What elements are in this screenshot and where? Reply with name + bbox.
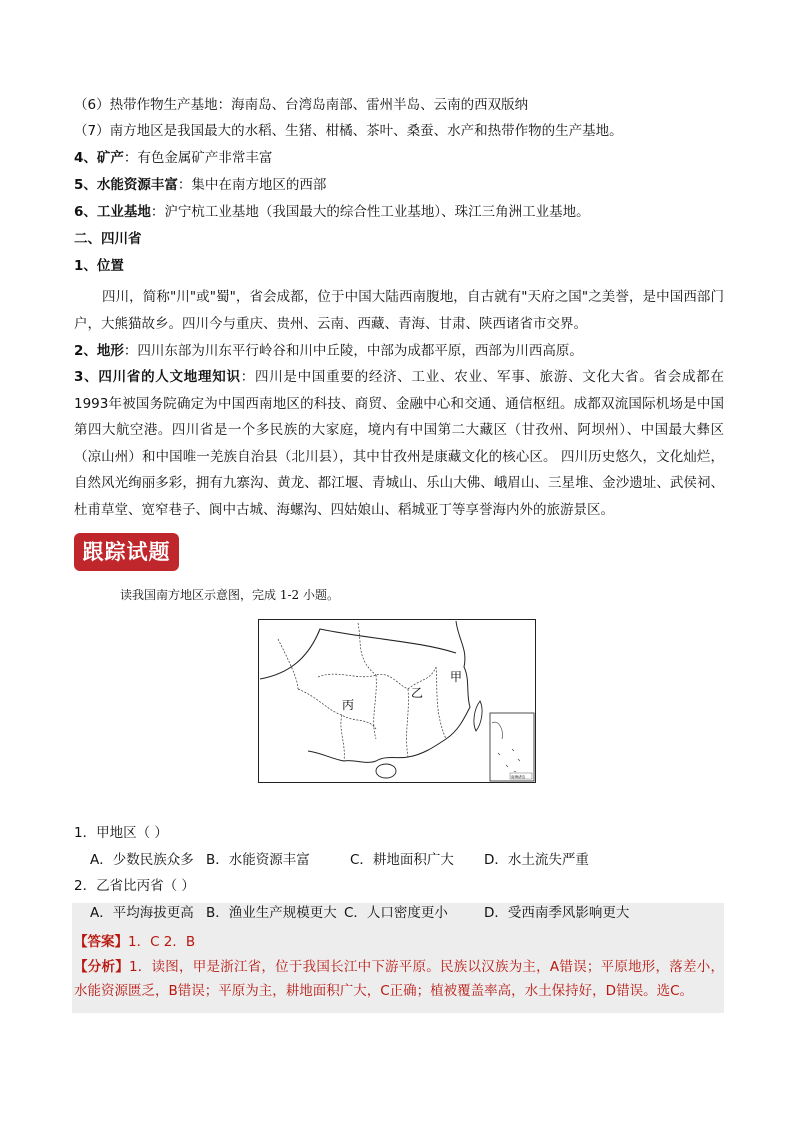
q1-option-a: A．少数民族众多	[90, 852, 194, 868]
analysis-paragraph	[74, 955, 724, 1003]
line-south-base: （7）南方地区是我国最大的水稻、生猪、柑橘、茶叶、桑蚕、水产和热带作物的生产基地。	[74, 123, 623, 139]
answer-line	[74, 932, 195, 952]
question-2-stem: 2．乙省比丙省（ ）	[74, 878, 195, 894]
question-1-stem: 1．甲地区（ ）	[74, 825, 168, 841]
human-geo-paragraph	[74, 364, 724, 523]
hydro-text: ：集中在南方地区的西部	[177, 177, 327, 193]
hydro-label: 5、水能资源丰富	[74, 177, 178, 193]
analysis-label: 【分析】	[74, 959, 129, 975]
section-sichuan-heading: 二、四川省	[74, 231, 142, 247]
map-label-yi: 乙	[411, 686, 424, 700]
south-sea-inset	[490, 713, 534, 781]
line-hydro	[74, 175, 326, 195]
minerals-text: ：有色金属矿产非常丰富	[123, 150, 273, 166]
terrain-label: 2、地形	[74, 343, 124, 359]
q1-option-b: B．水能资源丰富	[206, 852, 310, 868]
answer-label: 【答案】	[74, 934, 128, 950]
human-geo-label: 3、四川省的人文地理知识	[74, 369, 241, 385]
terrain-line	[74, 341, 583, 361]
human-geo-text: ：四川是中国重要的经济、工业、农业、军事、旅游、文化大省。省会成都在1993年被国务院确定为中国西南地区的科技、商贸、金融中心和交通、通信枢纽。成都双流国际机场是中国第四大航空港。四川省是一个多民族的大家庭，境内有中国第二大藏区（甘孜州、阿坝州）、中国最大彝区（凉山州）和中国唯一羌族自治县（北川县），其中甘孜州是康藏文化的核心区。 四川历史悠久，文化灿烂，自然风光绚丽多彩，拥有九寨沟、黄龙、都江堰、青城山、乐山大佛、峨眉山、三星堆、金沙遗址、武侯祠、杜甫草堂、宽窄巷子、阆中古城、海螺沟、四姑娘山、稻城亚丁等享誉海内外的旅游景区。	[74, 369, 724, 518]
line-industry	[74, 202, 590, 222]
inset-label: 南海诸岛	[511, 775, 526, 779]
q2-option-d: D．受西南季风影响更大	[484, 905, 630, 921]
terrain-text: ：四川东部为川东平行岭谷和川中丘陵，中部为成都平原，西部为川西高原。	[123, 343, 583, 359]
industry-label: 6、工业基地	[74, 204, 151, 220]
minerals-label: 4、矿产	[74, 150, 124, 166]
map-label-jia: 甲	[450, 670, 463, 684]
line-minerals	[74, 148, 272, 168]
location-heading: 1、位置	[74, 258, 124, 274]
map-caption: 读我国南方地区示意图，完成 1-2 小题。	[120, 588, 339, 602]
tracking-test-banner: 跟踪试题	[74, 533, 179, 571]
q2-option-a: A．平均海拔更高	[90, 905, 194, 921]
q2-option-c: C．人口密度更小	[344, 905, 448, 921]
line-tropical-base: （6）热带作物生产基地：海南岛、台湾岛南部、雷州半岛、云南的西双版纳	[74, 97, 529, 113]
q1-option-d: D．水土流失严重	[484, 852, 589, 868]
map-label-bing: 丙	[342, 698, 355, 712]
q2-option-b: B．渔业生产规模更大	[206, 905, 337, 921]
industry-text: ：沪宁杭工业基地（我国最大的综合性工业基地）、珠江三角洲工业基地。	[150, 204, 590, 220]
location-paragraph: 四川，简称"川"或"蜀"，省会成都，位于中国大陆西南腹地，自古就有"天府之国"之美誉，是中国西部门户，大熊猫故乡。四川今与重庆、贵州、云南、西藏、青海、甘肃、陕西诸省市交界。	[74, 289, 724, 332]
answer-text: 1．C 2．B	[128, 934, 196, 950]
q1-option-c: C．耕地面积广大	[350, 852, 454, 868]
south-china-map	[258, 619, 536, 783]
analysis-text: 1．读图，甲是浙江省，位于我国长江中下游平原。民族以汉族为主，A错误；平原地形，落差小，水能资源匮乏，B错误；平原为主，耕地面积广大，C正确；植被覆盖率高，水土保持好，D错误。选C。	[74, 959, 724, 999]
